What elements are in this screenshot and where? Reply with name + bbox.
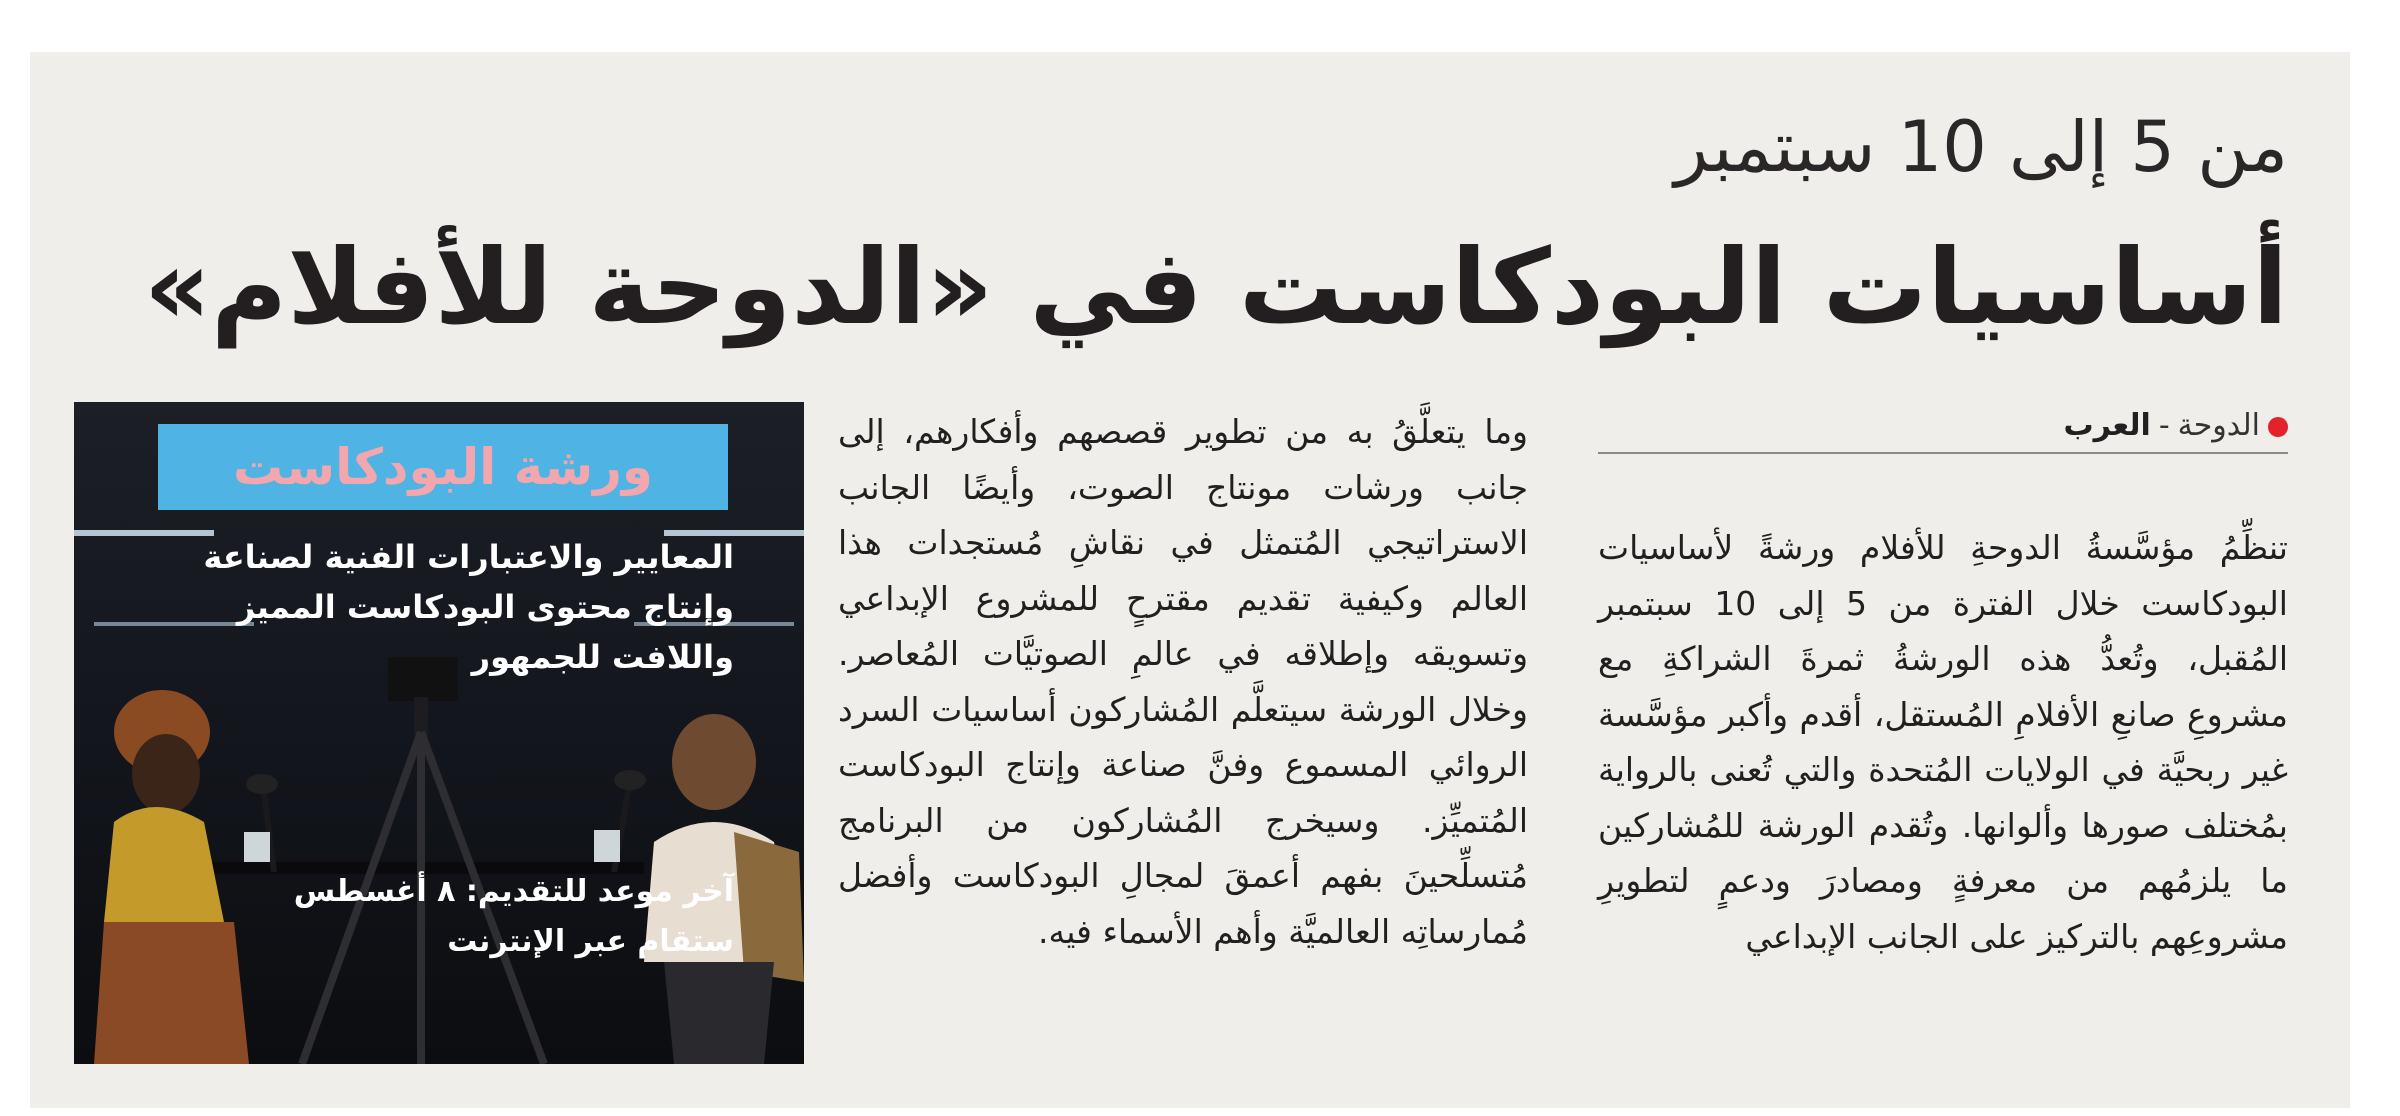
article-column-2: وما يتعلَّقُ به من تطوير قصصهم وأفكارهم، إلى جانب ورشات مونتاج الصوت، وأيضًا الجانب الاستراتيجي المُتمثل في نقاشِ مُستجدات هذا العالم وكيفية تقديم مقترحٍ للمشروع الإبداعي وتسويقه وإطلاقه في عالمِ الصوتيَّات المُعاصر. وخلال الورشة سيتعلَّم المُشاركون أساسيات السرد الروائي المسموع وفنَّ صناعة وإنتاج البودكاست المُتميِّز. وسيخرج المُشاركون من البرنامج مُتسلِّحينَ بفهم أعمقَ لمجالِ البودكاست وأفضل مُمارساتِه العالميَّة وأهم الأسماء فيه. [838,412,1528,951]
photo-banner: ورشة البودكاست [158,424,728,510]
photo-line-3: واللافت للجمهور [471,638,734,676]
red-dot-icon [2268,417,2288,437]
article-photo [74,402,804,1064]
photo-line-2: وإنتاج محتوى البودكاست المميز [236,588,734,626]
article-column-1: تنظِّمُ مؤسَّسةُ الدوحةِ للأفلام ورشةً لأساسيات البودكاست خلال الفترة من 5 إلى 10 سبتمبر المُقبل، وتُعدُّ هذه الورشةُ ثمرةَ الشراكةِ مع مشروعِ صانعِ الأفلامِ المُستقل، أقدم وأكبر مؤسَّسة غير ربحيَّة في الولايات المُتحدة والتي تُعنى بالرواية بمُختلف صورها وألوانها. وتُقدم الورشة للمُشاركين ما يلزمُهم من معرفةٍ ومصادرَ ودعمٍ لتطويرِ مشروعِهم بالتركيز على الجانب الإبداعي [1598,528,2288,956]
article-byline [1598,404,2288,454]
photo-line-1: المعايير والاعتبارات الفنية لصناعة [203,538,734,576]
photo-footer [294,867,734,967]
byline-source-logo: العرب [2063,408,2151,443]
byline-city: الدوحة [2177,408,2260,443]
photo-online-note: ستقام عبر الإنترنت [447,924,734,959]
photo-deadline: آخر موعد للتقديم: ٨ أغسطس [293,874,734,909]
newspaper-article [30,52,2350,1108]
byline-separator: - [2158,408,2170,443]
photo-description [203,532,734,682]
article-headline: أساسيات البودكاست في «الدوحة للأفلام» [143,226,2288,348]
article-subtitle: من 5 إلى 10 سبتمبر [1674,106,2288,188]
